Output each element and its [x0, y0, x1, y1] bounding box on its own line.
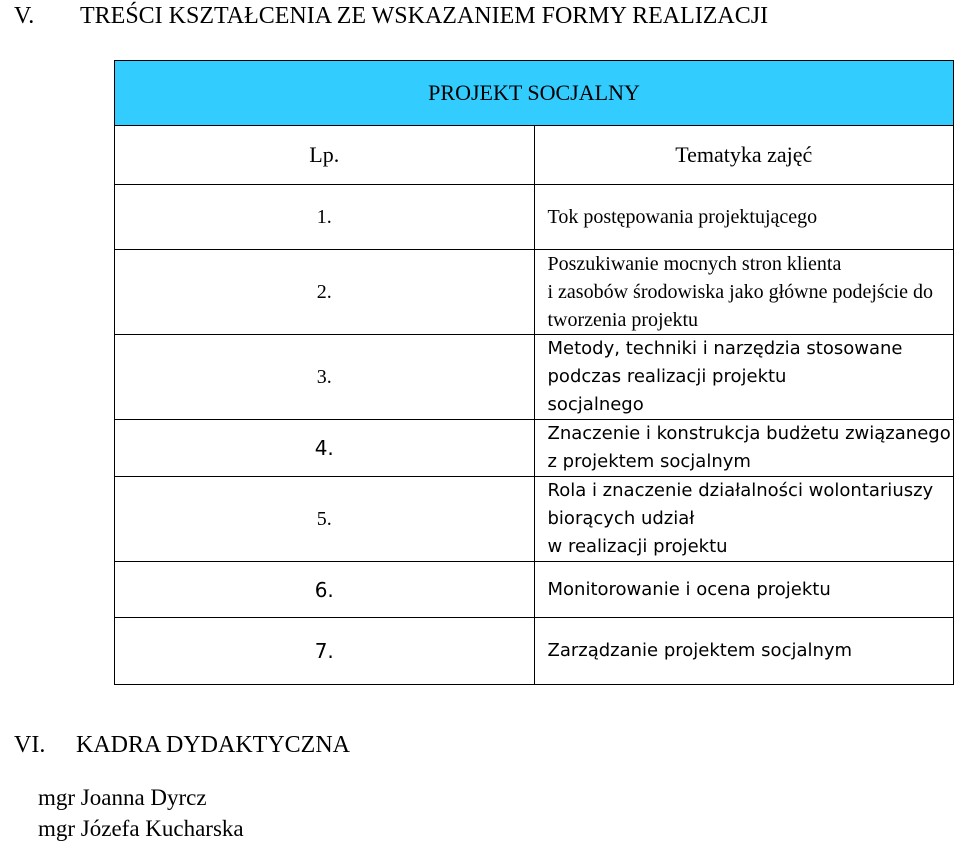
row-topic-line: socjalnego — [547, 394, 644, 415]
section-title: KADRA DYDAKTYCZNA — [76, 732, 350, 758]
row-topic-line: Rola i znaczenie działalności wolontariuszy biorących udział — [547, 480, 934, 529]
table-row — [115, 185, 954, 250]
section-title: TREŚCI KSZTAŁCENIA ZE WSKAZANIEM FORMY REALIZACJI — [80, 3, 769, 29]
row-topic: Monitorowanie i ocena projektu — [534, 562, 954, 618]
row-topic: Znaczenie i konstrukcja budżetu związanego z projektem socjalnym — [534, 420, 954, 477]
row-number: 2. — [115, 250, 535, 335]
table-row — [115, 618, 954, 685]
staff-member: mgr Joanna Dyrcz — [38, 785, 207, 810]
row-topic — [534, 335, 954, 420]
table-row — [115, 562, 954, 618]
row-number: 4. — [115, 420, 535, 477]
row-topic: Tok postępowania projektującego — [534, 185, 954, 250]
teaching-staff-list — [38, 782, 244, 844]
row-number: 5. — [115, 477, 535, 562]
row-topic — [534, 477, 954, 562]
row-number: 7. — [115, 618, 535, 685]
row-topic: Zarządzanie projektem socjalnym — [534, 618, 954, 685]
row-topic-line: Poszukiwanie mocnych stron klienta — [547, 253, 842, 275]
row-topic-line: w realizacji projektu — [547, 536, 728, 557]
row-topic — [534, 250, 954, 335]
table-header-project: PROJEKT SOCJALNY — [115, 61, 954, 126]
column-header-lp: Lp. — [115, 126, 535, 185]
table-header-row — [115, 61, 954, 126]
column-header-row — [115, 126, 954, 185]
column-header-topic: Tematyka zajęć — [534, 126, 954, 185]
table-row — [115, 477, 954, 562]
section-heading-5 — [14, 2, 768, 30]
section-heading-6 — [14, 731, 350, 759]
section-number: V. — [14, 3, 35, 29]
table-row — [115, 335, 954, 420]
row-number: 3. — [115, 335, 535, 420]
row-number: 1. — [115, 185, 535, 250]
table-row — [115, 420, 954, 477]
staff-member: mgr Józefa Kucharska — [38, 816, 244, 841]
row-topic-line: i zasobów środowiska jako główne podejście do tworzenia projektu — [547, 281, 933, 331]
table-row — [115, 250, 954, 335]
row-topic-line: Metody, techniki i narzędzia stosowane podczas realizacji projektu — [547, 338, 903, 387]
row-number: 6. — [115, 562, 535, 618]
course-content-table — [114, 60, 954, 685]
section-number: VI. — [14, 732, 46, 758]
